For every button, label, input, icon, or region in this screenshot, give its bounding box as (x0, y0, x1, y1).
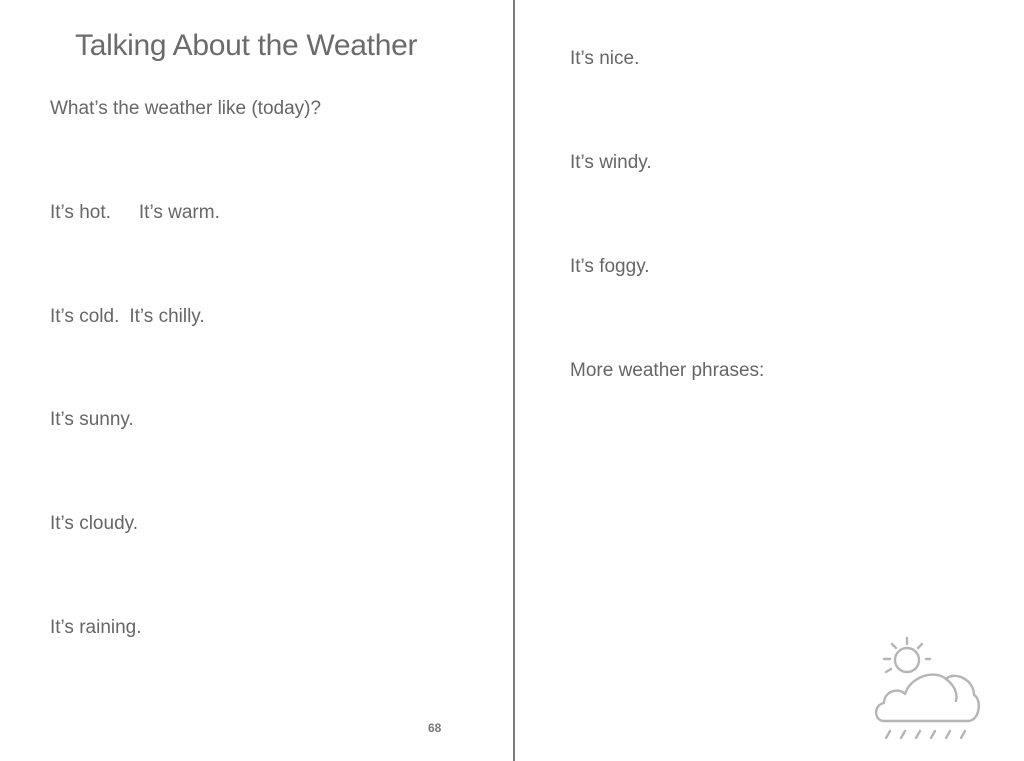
phrase-cold-chilly (50, 306, 205, 328)
phrase-sunny: It’s sunny. (50, 409, 134, 430)
phrase-foggy: It’s foggy. (570, 256, 650, 277)
phrase-chilly: It’s chilly. (129, 306, 205, 327)
phrase-nice: It’s nice. (570, 48, 640, 69)
weather-question: What’s the weather like (today)? (50, 98, 322, 119)
sun-cloud-rain-icon (870, 635, 982, 745)
phrase-hot: It’s hot. (50, 202, 111, 223)
phrase-raining: It’s raining. (50, 617, 142, 638)
phrase-hot-warm (50, 202, 220, 224)
phrase-windy: It’s windy. (570, 152, 652, 173)
phrase-warm: It’s warm. (138, 202, 220, 223)
phrase-cloudy: It’s cloudy. (50, 513, 139, 534)
phrase-cold: It’s cold. (50, 306, 120, 327)
page-title: Talking About the Weather (75, 29, 418, 62)
more-weather-phrases-label: More weather phrases: (570, 360, 765, 381)
page-number: 68 (428, 721, 442, 735)
